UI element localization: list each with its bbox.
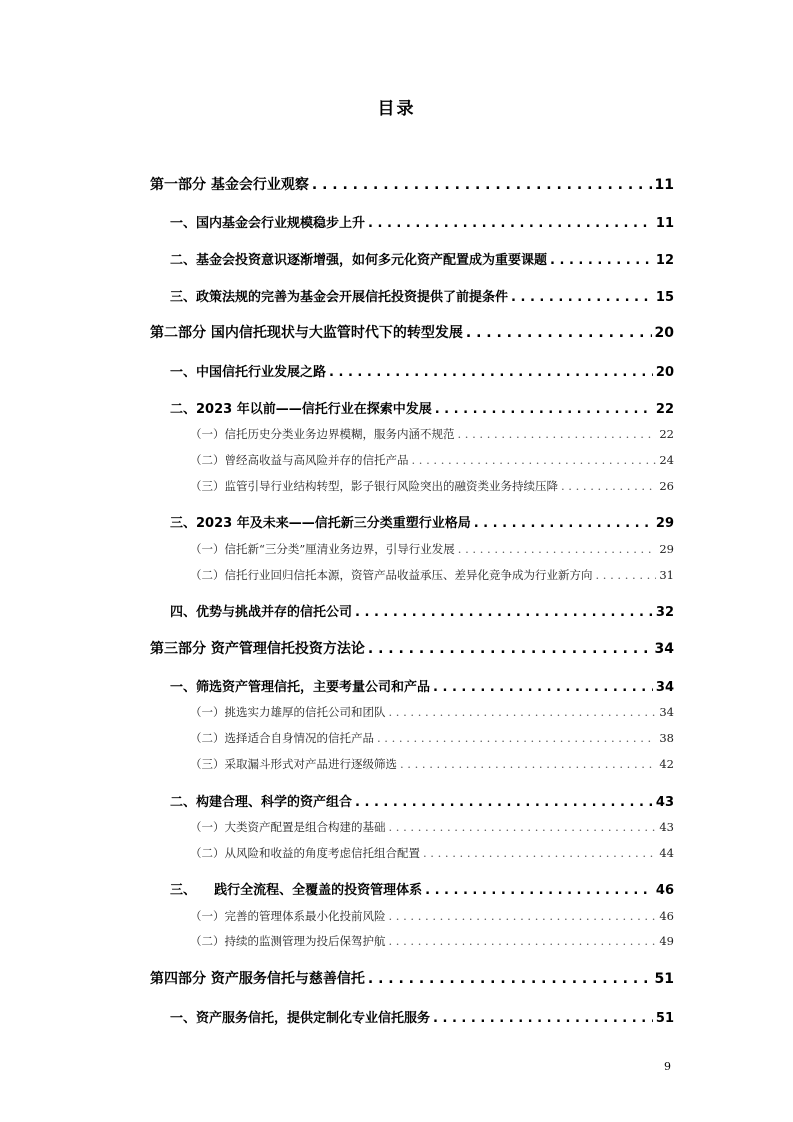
- toc-entry-text: 一、国内基金会行业规模稳步上升: [170, 216, 366, 231]
- toc-entry[interactable]: [170, 1007, 674, 1026]
- toc-entry-text: 四、优势与挑战并存的信托公司: [170, 605, 353, 620]
- toc-entry-page: 20: [655, 365, 674, 380]
- toc-leader-dots: [368, 216, 653, 231]
- toc-entry-text: 二、构建合理、科学的资产组合: [170, 795, 353, 810]
- toc-entry-text: （三）采取漏斗形式对产品进行逐级筛选: [190, 757, 397, 771]
- toc-leader-dots: [329, 365, 653, 380]
- toc-leader-dots: [425, 883, 653, 898]
- toc-entry[interactable]: [190, 567, 674, 583]
- toc-entry[interactable]: [190, 452, 674, 468]
- toc-entry-page: 29: [659, 542, 674, 556]
- toc-entry-text: 第二部分 国内信托现状与大监管时代下的转型发展: [150, 325, 463, 341]
- toc-entry[interactable]: [170, 212, 674, 231]
- toc-entry-text: （二）从风险和收益的角度考虑信托组合配置: [190, 846, 420, 860]
- toc-entry-text: 第四部分 资产服务信托与慈善信托: [150, 971, 365, 987]
- page-number: 9: [664, 1060, 671, 1073]
- toc-entry-text: 第一部分 基金会行业观察: [150, 177, 309, 193]
- toc-entry[interactable]: [170, 249, 674, 268]
- toc-entry-text: 第三部分 资产管理信托投资方法论: [150, 641, 365, 657]
- toc-entry-page: 11: [654, 177, 674, 193]
- toc-entry[interactable]: [190, 756, 674, 772]
- toc-entry[interactable]: [190, 704, 674, 720]
- toc-entry[interactable]: [170, 879, 674, 898]
- toc-entry-page: 34: [659, 705, 674, 719]
- toc-leader-dots: [389, 705, 657, 719]
- toc-entry[interactable]: [190, 541, 674, 557]
- toc-entry-page: 43: [659, 820, 674, 834]
- toc-entry-page: 46: [655, 883, 674, 898]
- toc-entry[interactable]: [150, 322, 674, 342]
- toc-entry-page: 46: [659, 909, 674, 923]
- toc-leader-dots: [433, 1011, 653, 1026]
- toc-entry[interactable]: [190, 845, 674, 861]
- toc-leader-dots: [435, 402, 653, 417]
- toc-entry-page: 34: [654, 641, 674, 657]
- toc-leader-dots: [474, 516, 653, 531]
- toc-entry-page: 20: [654, 325, 674, 341]
- toc-entry[interactable]: [170, 791, 674, 810]
- toc-entry-page: 49: [659, 934, 674, 948]
- toc-entry-page: 43: [655, 795, 674, 810]
- toc-entry-page: 31: [659, 568, 674, 582]
- toc-leader-dots: [368, 641, 652, 657]
- toc-entry[interactable]: [150, 174, 674, 194]
- toc-leader-dots: [389, 909, 657, 923]
- toc-entry-page: 38: [659, 731, 674, 745]
- toc-entry[interactable]: [170, 286, 674, 305]
- toc-entry-text: （一）完善的管理体系最小化投前风险: [190, 909, 386, 923]
- toc-entry[interactable]: [170, 512, 674, 531]
- page-title: 目录: [377, 99, 416, 119]
- toc-leader-dots: [561, 479, 656, 493]
- toc-entry-text: （一）大类资产配置是组合构建的基础: [190, 820, 386, 834]
- toc-entry-text: （二）曾经高收益与高风险并存的信托产品: [190, 453, 409, 467]
- toc-entry-text: （一）信托新“三分类”厘清业务边界，引导行业发展: [190, 542, 455, 556]
- toc-entry-page: 15: [655, 290, 674, 305]
- toc-entry-text: （一）信托历史分类业务边界模糊，服务内涵不规范: [190, 427, 455, 441]
- toc-entry-text: 三、政策法规的完善为基金会开展信托投资提供了前提条件: [170, 290, 509, 305]
- toc-entry-page: 32: [655, 605, 674, 620]
- toc-leader-dots: [355, 795, 653, 810]
- toc-leader-dots: [377, 731, 656, 745]
- toc-leader-dots: [355, 605, 653, 620]
- toc-leader-dots: [412, 453, 657, 467]
- toc-leader-dots: [458, 542, 657, 556]
- toc-entry-page: 26: [659, 479, 674, 493]
- toc-entry-text: （二）选择适合自身情况的信托产品: [190, 731, 374, 745]
- toc-entry-page: 29: [655, 516, 674, 531]
- toc-entry-text: （二）持续的监测管理为投后保驾护航: [190, 934, 386, 948]
- toc-entry-text: （三）监管引导行业结构转型，影子银行风险突出的融资类业务持续压降: [190, 479, 558, 493]
- toc-entry-page: 51: [654, 971, 674, 987]
- toc-leader-dots: [596, 568, 657, 582]
- toc-entry[interactable]: [190, 908, 674, 924]
- toc-entry-text: 二、2023 年以前——信托行业在探索中发展: [170, 402, 432, 417]
- toc-entry-page: 42: [659, 757, 674, 771]
- toc-leader-dots: [368, 971, 652, 987]
- toc-entry[interactable]: [190, 730, 674, 746]
- toc-entry-text: 一、资产服务信托，提供定制化专业信托服务: [170, 1011, 431, 1026]
- toc-entry[interactable]: [170, 601, 674, 620]
- toc-leader-dots: [312, 177, 652, 193]
- toc-leader-dots: [511, 290, 653, 305]
- toc-entry-page: 44: [659, 846, 674, 860]
- toc-entry-page: 51: [655, 1011, 674, 1026]
- toc-entry-page: 22: [655, 402, 674, 417]
- toc-leader-dots: [466, 325, 652, 341]
- toc-entry-text: 一、筛选资产管理信托，主要考量公司和产品: [170, 680, 431, 695]
- toc-leader-dots: [423, 846, 656, 860]
- toc-entry-page: 22: [659, 427, 674, 441]
- toc-entry-text: 一、中国信托行业发展之路: [170, 365, 327, 380]
- toc-entry[interactable]: [170, 398, 674, 417]
- toc-leader-dots: [389, 934, 657, 948]
- toc-entry[interactable]: [190, 933, 674, 949]
- toc-entry-page: 34: [655, 680, 674, 695]
- toc-leader-dots: [550, 253, 653, 268]
- toc-entry[interactable]: [150, 968, 674, 988]
- toc-entry-text: 二、基金会投资意识逐渐增强，如何多元化资产配置成为重要课题: [170, 253, 548, 268]
- toc-leader-dots: [458, 427, 657, 441]
- toc-leader-dots: [389, 820, 657, 834]
- toc-entry[interactable]: [150, 638, 674, 658]
- toc-entry[interactable]: [190, 819, 674, 835]
- toc-entry-page: 11: [655, 216, 674, 231]
- toc-entry-page: 24: [659, 453, 674, 467]
- toc-entry-text: （一）挑选实力雄厚的信托公司和团队: [190, 705, 386, 719]
- toc-entry-text: 三、 践行全流程、全覆盖的投资管理体系: [170, 883, 423, 898]
- toc-entry-page: 12: [655, 253, 674, 268]
- toc-entry[interactable]: [190, 426, 674, 442]
- toc-leader-dots: [433, 680, 653, 695]
- toc-entry-text: （二）信托行业回归信托本源，资管产品收益承压、差异化竞争成为行业新方向: [190, 568, 593, 582]
- toc-entry[interactable]: [170, 676, 674, 695]
- toc-entry[interactable]: [190, 478, 674, 494]
- toc-entry-text: 三、2023 年及未来——信托新三分类重塑行业格局: [170, 516, 471, 531]
- toc-leader-dots: [400, 757, 656, 771]
- toc-entry[interactable]: [170, 361, 674, 380]
